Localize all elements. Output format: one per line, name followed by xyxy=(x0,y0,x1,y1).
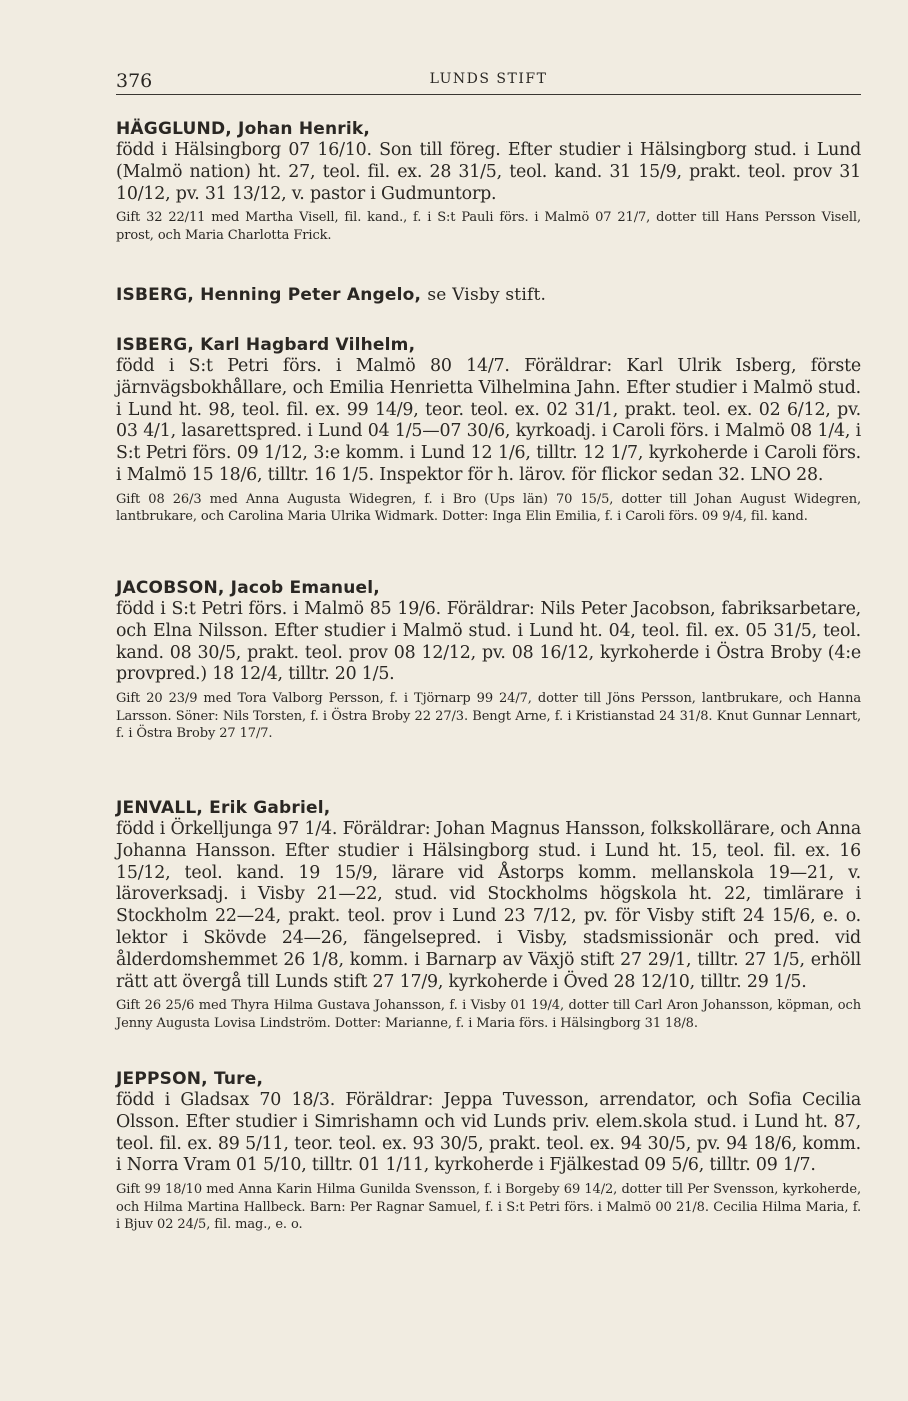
entry-body: född i S:t Petri förs. i Malmö 80 14/7. Föräldrar: Karl Ulrik Isberg, förste järnvägsbokhållare, och Emilia Henrietta Vilhelmina Jahn. Efter studier i Malmö stud. i Lund ht. 98, teol. fil. ex. 99 14/9, teor. teol. ex. 02 31/1, prakt. teol. ex. 02 6/12, pv. 03 4/1, lasarettspred. i Lund 04 1/5—07 30/6, kyrkoadj. i Caroli förs. i Malmö 08 1/4, i S:t Petri förs. 09 1/12, 3:e komm. i Lund 12 1/6, tilltr. 12 1/7, kyrkoherde i Caroli förs. i Malmö 15 18/6, tilltr. 16 1/5. Inspektor för h. lärov. för flickor sedan 32. LNO 28. xyxy=(116,356,861,485)
entry-jacobson xyxy=(116,577,861,742)
entry-name: JENVALL, Erik Gabriel, xyxy=(116,798,331,818)
entry-jeppson xyxy=(116,1068,861,1233)
entry-body: född i Gladsax 70 18/3. Föräldrar: Jeppa Tuvesson, arrendator, och Sofia Cecilia Olsson. Efter studier i Simrishamn och vid Lunds priv. elem.skola stud. i Lund ht. 87, teol. fil. ex. 89 5/11, teor. teol. ex. 93 30/5, prakt. teol. ex. 94 30/5, pv. 94 18/6, komm. i Norra Vram 01 5/10, tilltr. 01 1/11, kyrkoherde i Fjälkestad 09 5/6, tilltr. 09 1/7. xyxy=(116,1090,861,1176)
entry-family: Gift 26 25/6 med Thyra Hilma Gustava Johansson, f. i Visby 01 19/4, dotter till Carl Aron Johansson, köpman, och Jenny Augusta Lovisa Lindström. Dotter: Marianne, f. i Maria förs. i Hälsingborg 31 18/8. xyxy=(116,998,861,1031)
running-title: LUNDS STIFT xyxy=(429,71,548,87)
entry-body: född i S:t Petri förs. i Malmö 85 19/6. Föräldrar: Nils Peter Jacobson, fabriksarbetare, och Elna Nilsson. Efter studier i Malmö stud. i Lund ht. 04, teol. fil. ex. 05 31/5, teol. kand. 08 30/5, prakt. teol. prov 08 12/12, pv. 08 16/12, kyrkoherde i Östra Broby (4:e provpred.) 18 12/4, tilltr. 20 1/5. xyxy=(116,599,861,685)
entry-body: född i Örkelljunga 97 1/4. Föräldrar: Johan Magnus Hansson, folkskollärare, och Anna Johanna Hansson. Efter studier i Hälsingborg stud. i Lund ht. 15, teol. fil. ex. 16 15/12, teol. kand. 19 15/9, lärare vid Åstorps komm. mellanskola 19—21, v. läroverksadj. i Visby 21—22, stud. vid Stockholms högskola ht. 22, timlärare i Stockholm 22—24, prakt. teol. prov i Lund 23 7/12, pv. för Visby stift 24 15/6, e. o. lektor i Skövde 24—26, fängelsepred. i Visby, stadsmissionär och pred. vid ålderdomshemmet 26 1/8, komm. i Barnarp av Växjö stift 27 29/1, tilltr. 27 1/5, erhöll rätt att övergå till Lunds stift 27 17/9, kyrkoherde i Öved 28 12/10, tilltr. 29 1/5. xyxy=(116,819,861,992)
entry-name: JACOBSON, Jacob Emanuel, xyxy=(116,578,380,598)
entry-isberg-karl xyxy=(116,334,861,526)
entry-body: född i Hälsingborg 07 16/10. Son till föreg. Efter studier i Hälsingborg stud. i Lund (Malmö nation) ht. 27, teol. fil. ex. 28 31/5, teol. kand. 31 15/9, prakt. teol. prov 31 10/12, pv. 31 13/12, v. pastor i Gudmuntorp. xyxy=(116,140,861,204)
entry-name: ISBERG, Karl Hagbard Vilhelm, xyxy=(116,335,416,355)
entry-family: Gift 99 18/10 med Anna Karin Hilma Gunilda Svensson, f. i Borgeby 69 14/2, dotter till Per Svensson, kyrkoherde, och Hilma Martina Hallbeck. Barn: Per Ragnar Samuel, f. i S:t Petri förs. i Malmö 00 21/8. Cecilia Hilma Maria, f. i Bjuv 02 24/5, fil. mag., e. o. xyxy=(116,1182,861,1232)
entry-name-text: ISBERG, Henning Peter Angelo, xyxy=(116,285,422,305)
entry-jenvall xyxy=(116,797,861,1032)
entry-family: Gift 08 26/3 med Anna Augusta Widegren, f. i Bro (Ups län) 70 15/5, dotter till Johan August Widegren, lantbrukare, och Carolina Maria Ulrika Widmark. Dotter: Inga Elin Emilia, f. i Caroli förs. 09 9/4, fil. kand. xyxy=(116,491,861,525)
cross-reference: se Visby stift. xyxy=(427,285,547,305)
page-number: 376 xyxy=(116,70,153,92)
entry-family: Gift 20 23/9 med Tora Valborg Persson, f. i Tjörnarp 99 24/7, dotter till Jöns Persson, lantbrukare, och Hanna Larsson. Söner: Nils Torsten, f. i Östra Broby 22 27/3. Bengt Arne, f. i Kristianstad 24 31/8. Knut Gunnar Lennart, f. i Östra Broby 27 17/7. xyxy=(116,691,861,741)
entry-name: JEPPSON, Ture, xyxy=(116,1069,264,1089)
page-header xyxy=(116,66,861,95)
entry-name xyxy=(116,284,861,306)
entry-isberg-henning xyxy=(116,284,861,306)
entry-name: HÄGGLUND, Johan Henrik, xyxy=(116,119,371,139)
entry-family: Gift 32 22/11 med Martha Visell, fil. kand., f. i S:t Pauli förs. i Malmö 07 21/7, dotter till Hans Persson Visell, prost, och Maria Charlotta Frick. xyxy=(116,210,861,243)
entry-hagglund xyxy=(116,118,861,244)
